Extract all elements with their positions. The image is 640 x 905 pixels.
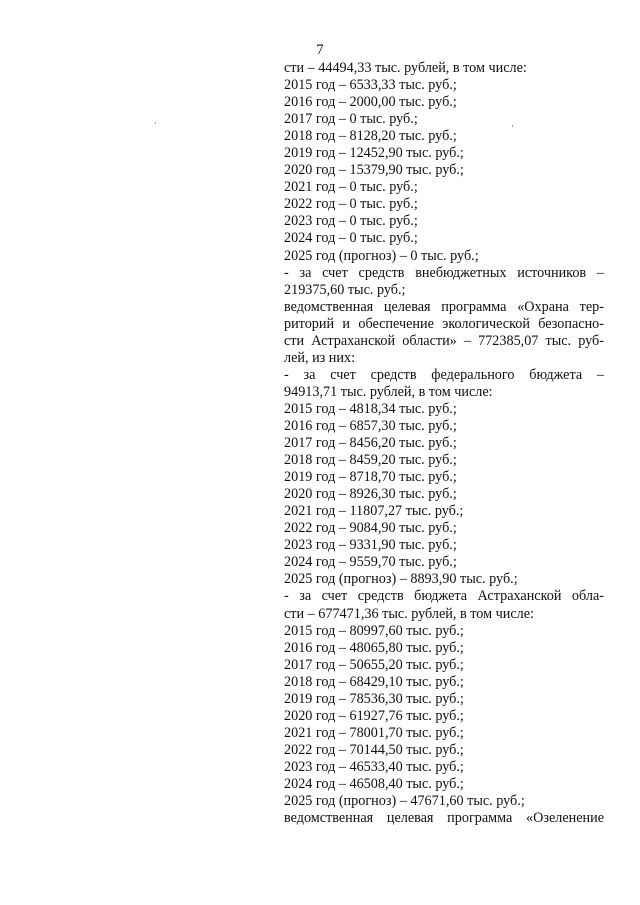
text-line: 2024 год – 9559,70 тыс. руб.;	[284, 554, 457, 571]
text-line: - за счет средств федерального бюджета –	[284, 366, 604, 383]
text-line: ведомственная целевая программа «Озеленение	[284, 810, 604, 827]
text-line: 2024 год – 0 тыс. руб.;	[284, 230, 418, 247]
text-line: сти – 44494,33 тыс. рублей, в том числе:	[284, 60, 527, 76]
text-line: 2016 год – 48065,80 тыс. руб.;	[284, 639, 464, 656]
text-line: 2017 год – 50655,20 тыс. руб.;	[284, 656, 464, 673]
text-line: 2016 год – 2000,00 тыс. руб.;	[284, 94, 457, 111]
text-line: 2021 год – 11807,27 тыс. руб.;	[284, 503, 464, 520]
scan-speck	[512, 125, 513, 127]
text-line: 2017 год – 8456,20 тыс. руб.;	[284, 435, 457, 452]
text-line: 2024 год – 46508,40 тыс. руб.;	[284, 775, 464, 792]
text-line: сти – 677471,36 тыс. рублей, в том числе:	[284, 605, 534, 622]
text-line: 2019 год – 8718,70 тыс. руб.;	[284, 469, 457, 486]
text-line: 2015 год – 80997,60 тыс. руб.;	[284, 622, 464, 639]
text-line: 2017 год – 0 тыс. руб.;	[284, 111, 418, 128]
text-line: 2015 год – 6533,33 тыс. руб.;	[284, 77, 457, 94]
text-line: 2019 год – 78536,30 тыс. руб.;	[284, 690, 464, 707]
text-line: 2019 год – 12452,90 тыс. руб.;	[284, 145, 464, 162]
text-line: 2025 год (прогноз) – 47671,60 тыс. руб.;	[284, 793, 525, 810]
scan-speck	[155, 122, 156, 124]
text-line: 2023 год – 0 тыс. руб.;	[284, 213, 418, 230]
page-number: 7	[316, 42, 324, 58]
text-line: 2023 год – 9331,90 тыс. руб.;	[284, 537, 457, 554]
text-line: 2015 год – 4818,34 тыс. руб.;	[284, 400, 457, 417]
document-body	[284, 60, 604, 827]
text-line: 94913,71 тыс. рублей, в том числе:	[284, 383, 493, 400]
text-line: - за счет средств бюджета Астраханской обла-	[284, 588, 604, 605]
text-line: 2025 год (прогноз) – 0 тыс. руб.;	[284, 247, 479, 264]
text-line: 2018 год – 68429,10 тыс. руб.;	[284, 673, 464, 690]
text-line: 2020 год – 8926,30 тыс. руб.;	[284, 486, 457, 503]
text-line: 2018 год – 8459,20 тыс. руб.;	[284, 452, 457, 469]
text-line: 2016 год – 6857,30 тыс. руб.;	[284, 417, 457, 434]
text-line: 2018 год – 8128,20 тыс. руб.;	[284, 128, 457, 145]
text-line: 2021 год – 0 тыс. руб.;	[284, 179, 418, 196]
text-line: 2020 год – 15379,90 тыс. руб.;	[284, 162, 464, 179]
text-line: 2022 год – 9084,90 тыс. руб.;	[284, 520, 457, 537]
text-line: ведомственная целевая программа «Охрана тер-	[284, 298, 604, 315]
text-line: 2023 год – 46533,40 тыс. руб.;	[284, 758, 464, 775]
text-line: 219375,60 тыс. руб.;	[284, 281, 406, 298]
text-line: 2022 год – 0 тыс. руб.;	[284, 196, 418, 213]
text-line: 2025 год (прогноз) – 8893,90 тыс. руб.;	[284, 571, 518, 588]
text-line: 2021 год – 78001,70 тыс. руб.;	[284, 724, 464, 741]
text-line: 2020 год – 61927,76 тыс. руб.;	[284, 707, 464, 724]
text-line: лей, из них:	[284, 349, 356, 366]
text-line: - за счет средств внебюджетных источников –	[284, 264, 604, 281]
text-line: 2022 год – 70144,50 тыс. руб.;	[284, 741, 464, 758]
text-line: риторий и обеспечение экологической безопасно-	[284, 315, 604, 332]
text-line: сти Астраханской области» – 772385,07 тыс. руб-	[284, 332, 604, 349]
